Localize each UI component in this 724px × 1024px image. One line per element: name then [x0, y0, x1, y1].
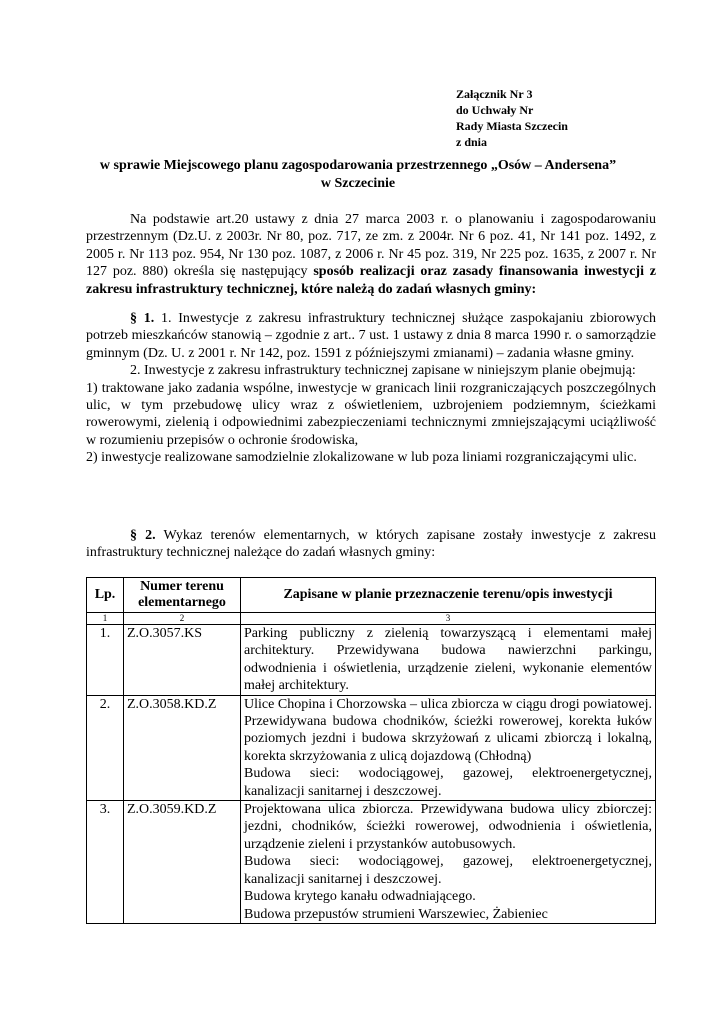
- row-description: [241, 695, 656, 800]
- column-number: 3: [241, 613, 656, 625]
- row-lp: 1.: [87, 625, 124, 696]
- annex-header: [456, 86, 568, 150]
- title-line: w sprawie Miejscowego planu zagospodarowania przestrzennego „Osów – Andersena”: [99, 158, 617, 173]
- annex-line: z dnia: [456, 135, 488, 149]
- description-line: Budowa sieci: wodociągowej, gazowej, elektroenergetycznej, kanalizacji sanitarnej i deszczowej.: [244, 854, 652, 887]
- row-description: [241, 801, 656, 924]
- description-line: Projektowana ulica zbiorcza. Przewidywana budowa ulicy zbiorczej: jezdni, chodników, ścieżki rowerowej, odwodnienia i oświetlenia, urządzenie zieleni i przystanków autobusowych.: [244, 802, 652, 852]
- section-1-item-1: 1) traktowane jako zadania wspólne, inwestycje w granicach linii rozgraniczających poszczególnych ulic, w tym przebudowę ulicy wraz z oświetleniem, uzbrojeniem podziemnym, ścieżkami rowerowymi, zielenią i odpowiednimi zabezpieczeniami technicznymi zmniejszającymi uciążliwość w rozumieniu przepisów o ochronie środowiska,: [86, 380, 656, 448]
- row-lp: 2.: [87, 695, 124, 800]
- column-number: 1: [87, 613, 124, 625]
- section-2-text: Wykaz terenów elementarnych, w których zapisane zostały inwestycje z zakresu infrastruktury technicznej należące do zadań własnych gminy:: [86, 528, 657, 561]
- description-line: Budowa sieci: wodociągowej, gazowej, elektroenergetycznej, kanalizacji sanitarnej i deszczowej.: [244, 766, 652, 799]
- description-line: Budowa krytego kanału odwadniającego.: [244, 889, 476, 905]
- row-number: Z.O.3057.KS: [124, 625, 241, 696]
- header-description: Zapisane w planie przeznaczenie terenu/opis inwestycji: [241, 578, 656, 613]
- row-lp: 3.: [87, 801, 124, 924]
- section-1-point-1: 1. Inwestycje z zakresu infrastruktury technicznej służące zaspokajaniu zbiorowych potrzeb mieszkańców stanowią – zgodnie z art.. 7 ust. 1 ustawy z dnia 8 marca 1990 r. o samorządzie gminnym (Dz. U. z 2001 r. Nr 142, poz. 1591 z późniejszymi zmianami) – zadania własne gminy.: [86, 311, 656, 361]
- table-row: [87, 695, 656, 800]
- annex-line: Załącznik Nr 3: [456, 87, 533, 101]
- description-line: Parking publiczny z zielenią towarzyszącą i elementami małej architektury. Przewidywana budowa nawierzchni parkingu, odwodnienia i oświetlenia, urządzenie zieleni, wykonanie elementów małej architektury.: [244, 626, 652, 694]
- table-row: [87, 801, 656, 924]
- intro-text: Na podstawie art.20 ustawy z dnia 27 marca 2003 r. o planowaniu i zagospodarowaniu przestrzennym (Dz.U. z 2003r. Nr 80, poz. 717, ze zm. z 2004r. Nr 6 poz. 41, Nr 141 poz. 1492, z 2005 r. Nr 113 poz. 954, Nr 130 poz. 1087, z 2006 r. Nr 45 poz. 319, Nr 225 poz. 1635, z 2007 r. Nr 127 poz. 880) określa się następujący: [86, 212, 656, 280]
- description-line: Budowa przepustów strumieni Warszewiec, Żabieniec: [244, 906, 548, 922]
- header-number: Numer terenu elementarnego: [124, 578, 241, 613]
- description-line: Ulice Chopina i Chorzowska – ulica zbiorcza w ciągu drogi powiatowej. Przewidywana budowa chodników, ścieżki rowerowej, korekta łuków poziomych jezdni i budowa skrzyżowań z ulicami zbiorczą i lokalną, korekta skrzyżowania z ulicą dojazdową (Chłodną): [244, 696, 652, 764]
- section-mark: § 2.: [130, 528, 156, 543]
- investment-table: [86, 577, 656, 924]
- section-1-item-2: 2) inwestycje realizowane samodzielnie zlokalizowane w lub poza liniami rozgraniczającymi ulic.: [86, 450, 637, 466]
- document-title: [60, 157, 656, 193]
- row-number: Z.O.3058.KD.Z: [124, 695, 241, 800]
- intro-bold-text: sposób realizacji oraz zasady finansowania inwestycji z zakresu infrastruktury technicznej, które należą do zadań własnych gminy:: [86, 264, 656, 297]
- title-line: w Szczecinie: [320, 176, 396, 191]
- section-mark: § 1.: [130, 311, 155, 326]
- header-lp: Lp.: [87, 578, 124, 613]
- row-number: Z.O.3059.KD.Z: [124, 801, 241, 924]
- section-2: [86, 527, 656, 562]
- annex-line: Rady Miasta Szczecin: [456, 119, 568, 133]
- column-number-row: [87, 613, 656, 625]
- annex-line: do Uchwały Nr: [456, 103, 534, 117]
- table-header-row: [87, 578, 656, 613]
- column-number: 2: [124, 613, 241, 625]
- section-1-point-2: 2. Inwestycje z zakresu infrastruktury technicznej zapisane w niniejszym planie obejmują:: [130, 363, 636, 379]
- table-row: [87, 625, 656, 696]
- row-description: [241, 625, 656, 696]
- section-1: [86, 310, 656, 467]
- intro-paragraph: [86, 211, 656, 298]
